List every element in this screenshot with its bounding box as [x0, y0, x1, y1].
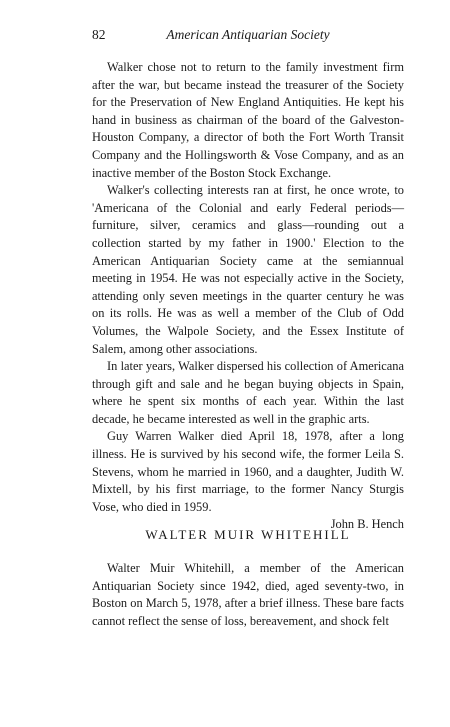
paragraph: Walker chose not to return to the family investment firm after the war, but became instead the treasurer of the Society for the Preservation of New England Antiquities. He kept his hand in business as chairman of the board of the Galveston-Houston Company, a director of both the Fort Worth Transit Company and the Hollingsworth & Vose Company, and as an inactive member of the Boston Stock Exchange.: [92, 60, 404, 180]
author-signature: John B. Hench: [330, 517, 404, 532]
page-number: 82: [92, 27, 106, 42]
paragraph: In later years, Walker dispersed his collection of Americana through gift and sale and he began buying objects in Spain, where he spent six months of each year. Within the last decade, he became interested as well in the graphic arts.: [92, 359, 404, 426]
paragraph: Walter Muir Whitehill, a member of the American Antiquarian Society since 1942, died, aged seventy-two, in Boston on March 5, 1978, after a brief illness. These bare facts cannot reflect the sense of loss, bereavement, and shock felt: [92, 561, 404, 628]
paragraph: Walker's collecting interests ran at first, he once wrote, to 'Americana of the Colonial and early Federal periods—furniture, silver, ceramics and glass—rounding out a collection started by my father in 1900.' Election to the American Antiquarian Society came at the semiannual meeting in 1954. He was not especially active in the Society, attending only seven meetings in the quarter century he was on its rolls. He was as well a member of the Club of Odd Volumes, the Walpole Society, and the Essex Institute of Salem, among other associations.: [92, 183, 404, 356]
journal-title: American Antiquarian Society: [166, 27, 330, 42]
walker-obituary: [92, 59, 404, 534]
paragraph: Guy Warren Walker died April 18, 1978, after a long illness. He is survived by his second wife, the former Leila S. Stevens, whom he married in 1960, and a daughter, Judith W. Mixtell, by his first marriage, to the former Nancy Sturgis Vose, who died in 1959.: [92, 429, 404, 514]
whitehill-obituary: [92, 560, 404, 630]
section-heading: WALTER MUIR WHITEHILL: [145, 527, 351, 542]
running-head: [92, 27, 404, 45]
